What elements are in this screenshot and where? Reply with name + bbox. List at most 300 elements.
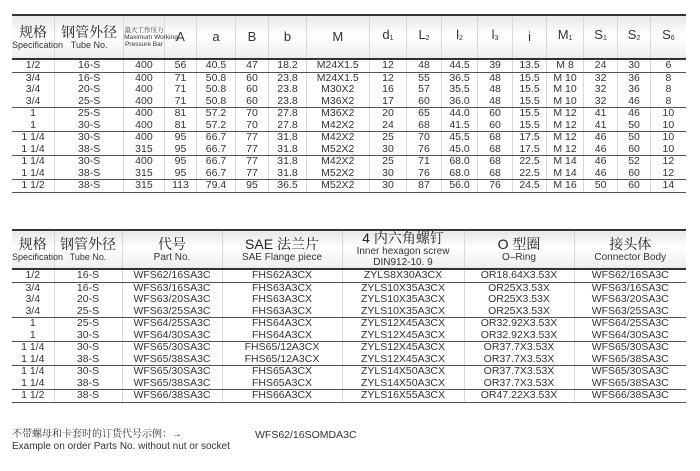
cell-oring: OR37.7X3.53X bbox=[464, 342, 574, 354]
cell-body: WFS65/30SA3C bbox=[574, 366, 686, 378]
cell-s1: 32 bbox=[583, 72, 618, 84]
cell-b: 23.8 bbox=[269, 84, 307, 96]
cell-screw: ZYLS12X45A3CX bbox=[342, 318, 464, 330]
cell-a: 56 bbox=[164, 59, 196, 72]
cell-flange: FHS63A3CX bbox=[222, 282, 342, 294]
cell-oring: OR37.7X3.53X bbox=[464, 378, 574, 390]
cell-s2: 50 bbox=[618, 120, 650, 132]
cell-s2: 30 bbox=[618, 59, 650, 72]
cell-tube: 25-S bbox=[55, 96, 124, 108]
cell-m: M42X2 bbox=[306, 120, 369, 132]
cell-d1: 24 bbox=[369, 120, 407, 132]
header-tube: 钢管外径 Tube No. bbox=[55, 15, 124, 59]
cell-a: 50.8 bbox=[197, 84, 236, 96]
cell-screw: ZYLS8X30A3CX bbox=[342, 269, 464, 282]
cell-m1: M 12 bbox=[547, 144, 584, 156]
cell-p: 400 bbox=[124, 132, 165, 144]
cell-tube: 16-S bbox=[55, 72, 124, 84]
header-a: a bbox=[197, 15, 236, 59]
order-example: WFS62/16SOMDA3C bbox=[255, 429, 357, 441]
cell-i: 17.5 bbox=[512, 132, 547, 144]
cell-flange: FHS62A3CX bbox=[222, 269, 342, 282]
cell-tube: 25-S bbox=[54, 306, 122, 318]
cell-l2: 68 bbox=[407, 120, 442, 132]
cell-i: 24.5 bbox=[512, 180, 547, 193]
header-S1: S1 bbox=[583, 15, 618, 59]
cell-l2: 76 bbox=[407, 144, 442, 156]
table-row bbox=[12, 294, 686, 306]
cell-l3: 68 bbox=[478, 144, 513, 156]
table-row bbox=[12, 59, 686, 72]
cell-s1: 41 bbox=[583, 120, 618, 132]
cell-l3: 68 bbox=[478, 168, 513, 180]
order-note-cn: 不带螺母和卡套时的订货代号示例：→ bbox=[12, 429, 182, 440]
cell-d1: 12 bbox=[369, 72, 407, 84]
cell-part: WFS63/20SA3C bbox=[122, 294, 222, 306]
cell-s6: 8 bbox=[650, 72, 686, 84]
cell-b: 70 bbox=[235, 120, 268, 132]
cell-m: M52X2 bbox=[306, 168, 369, 180]
table-header-row bbox=[12, 15, 686, 59]
cell-l2: 45.0 bbox=[441, 144, 478, 156]
cell-b: 77 bbox=[235, 144, 268, 156]
cell-a: 81 bbox=[164, 108, 196, 120]
cell-l3: 48 bbox=[478, 84, 513, 96]
cell-m1: M 8 bbox=[547, 59, 584, 72]
cell-d1: 25 bbox=[369, 156, 407, 168]
cell-s1: 32 bbox=[583, 96, 618, 108]
cell-l2: 65 bbox=[407, 108, 442, 120]
header-M1: M1 bbox=[547, 15, 584, 59]
cell-flange: FHS63A3CX bbox=[222, 306, 342, 318]
table-row bbox=[12, 132, 686, 144]
cell-i: 17.5 bbox=[512, 144, 547, 156]
cell-m1: M 10 bbox=[547, 84, 584, 96]
table-row bbox=[12, 120, 686, 132]
cell-a: 50.8 bbox=[197, 72, 236, 84]
cell-spec: 3/4 bbox=[12, 306, 54, 318]
cell-l3: 68 bbox=[478, 156, 513, 168]
cell-tube: 38-S bbox=[55, 180, 124, 193]
cell-spec: 1 1/4 bbox=[12, 366, 54, 378]
cell-a: 66.7 bbox=[197, 132, 236, 144]
cell-tube: 38-S bbox=[55, 144, 124, 156]
cell-spec: 1 1/2 bbox=[12, 390, 54, 403]
cell-m1: M 14 bbox=[547, 156, 584, 168]
cell-flange: FHS63A3CX bbox=[222, 294, 342, 306]
cell-l2: 48 bbox=[407, 59, 442, 72]
cell-l3: 48 bbox=[478, 96, 513, 108]
cell-l3: 76 bbox=[478, 180, 513, 193]
cell-m: M52X2 bbox=[306, 180, 369, 193]
cell-b: 36.5 bbox=[269, 180, 307, 193]
cell-tube: 25-S bbox=[55, 108, 124, 120]
cell-tube: 30-S bbox=[55, 120, 124, 132]
header-M: M bbox=[306, 15, 369, 59]
cell-s6: 8 bbox=[650, 84, 686, 96]
table-row bbox=[12, 306, 686, 318]
cell-a: 66.7 bbox=[197, 168, 236, 180]
cell-tube: 38-S bbox=[55, 168, 124, 180]
cell-s6: 10 bbox=[650, 108, 686, 120]
cell-s6: 10 bbox=[650, 120, 686, 132]
cell-m1: M 12 bbox=[547, 132, 584, 144]
cell-body: WFS62/16SA3C bbox=[574, 269, 686, 282]
table-row bbox=[12, 366, 686, 378]
cell-screw: ZYLS10X35A3CX bbox=[342, 306, 464, 318]
cell-a: 40.5 bbox=[197, 59, 236, 72]
cell-d1: 30 bbox=[369, 180, 407, 193]
table-row bbox=[12, 168, 686, 180]
cell-m1: M 16 bbox=[547, 180, 584, 193]
cell-body: WFS63/20SA3C bbox=[574, 294, 686, 306]
cell-s2: 60 bbox=[618, 180, 650, 193]
cell-l2: 35.5 bbox=[441, 84, 478, 96]
cell-m: M24X1.5 bbox=[306, 59, 369, 72]
cell-b: 95 bbox=[235, 180, 268, 193]
table-row bbox=[12, 144, 686, 156]
cell-s6: 12 bbox=[650, 156, 686, 168]
cell-spec: 1 bbox=[12, 330, 54, 342]
cell-i: 13.5 bbox=[512, 59, 547, 72]
header-spec: 规格 Specification bbox=[12, 23, 64, 50]
cell-l2: 44.5 bbox=[441, 59, 478, 72]
cell-s2: 36 bbox=[618, 84, 650, 96]
header-l3: l3 bbox=[478, 15, 513, 59]
cell-b: 27.8 bbox=[269, 120, 307, 132]
cell-a: 95 bbox=[164, 132, 196, 144]
cell-tube: 30-S bbox=[55, 132, 124, 144]
cell-s2: 52 bbox=[618, 156, 650, 168]
cell-p: 400 bbox=[124, 120, 165, 132]
cell-m: M36X2 bbox=[306, 108, 369, 120]
cell-m: M30X2 bbox=[306, 84, 369, 96]
cell-i: 15.5 bbox=[512, 96, 547, 108]
cell-spec: 1 bbox=[12, 108, 55, 120]
cell-s1: 46 bbox=[583, 156, 618, 168]
header-l2: l2 bbox=[441, 15, 478, 59]
cell-tube: 30-S bbox=[54, 366, 122, 378]
cell-spec: 1 1/4 bbox=[12, 354, 54, 366]
cell-b: 31.8 bbox=[269, 144, 307, 156]
cell-l2: 56.0 bbox=[441, 180, 478, 193]
cell-spec: 3/4 bbox=[12, 72, 55, 84]
cell-m1: M 12 bbox=[547, 108, 584, 120]
cell-m1: M 12 bbox=[547, 120, 584, 132]
table-row bbox=[12, 96, 686, 108]
cell-d1: 25 bbox=[369, 132, 407, 144]
cell-spec: 1 1/4 bbox=[12, 378, 54, 390]
cell-tube: 38-S bbox=[54, 378, 122, 390]
cell-l2: 87 bbox=[407, 180, 442, 193]
header-b: b bbox=[269, 15, 307, 59]
cell-s6: 10 bbox=[650, 144, 686, 156]
cell-d1: 16 bbox=[369, 84, 407, 96]
cell-i: 22.5 bbox=[512, 156, 547, 168]
cell-a: 95 bbox=[164, 168, 196, 180]
cell-part: WFS65/38SA3C bbox=[122, 378, 222, 390]
cell-p: 400 bbox=[124, 59, 165, 72]
cell-l3: 60 bbox=[478, 120, 513, 132]
cell-l3: 60 bbox=[478, 108, 513, 120]
cell-tube: 20-S bbox=[55, 84, 124, 96]
cell-tube: 16-S bbox=[55, 59, 124, 72]
cell-a: 113 bbox=[164, 180, 196, 193]
cell-m1: M 10 bbox=[547, 96, 584, 108]
cell-part: WFS62/16SA3C bbox=[122, 269, 222, 282]
cell-flange: FHS65A3CX bbox=[222, 366, 342, 378]
header-screw: 4 内六角螺钉 Inner hexagon screw DIN912-10. 9 bbox=[342, 230, 464, 269]
cell-m1: M 10 bbox=[547, 72, 584, 84]
cell-p: 400 bbox=[124, 96, 165, 108]
cell-a: 50.8 bbox=[197, 96, 236, 108]
cell-spec: 3/4 bbox=[12, 96, 55, 108]
cell-screw: ZYLS14X50A3CX bbox=[342, 366, 464, 378]
cell-s2: 60 bbox=[618, 144, 650, 156]
cell-l3: 39 bbox=[478, 59, 513, 72]
cell-oring: OR37.7X3.53X bbox=[464, 354, 574, 366]
cell-m: M24X1.5 bbox=[306, 72, 369, 84]
cell-oring: OR47.22X3.53X bbox=[464, 390, 574, 403]
cell-s2: 46 bbox=[618, 96, 650, 108]
cell-body: WFS65/30SA3C bbox=[574, 342, 686, 354]
cell-l2: 45.5 bbox=[441, 132, 478, 144]
cell-l2: 41.5 bbox=[441, 120, 478, 132]
cell-spec: 1 1/2 bbox=[12, 180, 55, 193]
cell-b: 23.8 bbox=[269, 96, 307, 108]
cell-part: WFS63/16SA3C bbox=[122, 282, 222, 294]
cell-l2: 76 bbox=[407, 168, 442, 180]
cell-b: 23.8 bbox=[269, 72, 307, 84]
cell-part: WFS66/38SA3C bbox=[122, 390, 222, 403]
cell-body: WFS64/25SA3C bbox=[574, 318, 686, 330]
cell-l2: 57 bbox=[407, 84, 442, 96]
cell-s6: 8 bbox=[650, 96, 686, 108]
cell-spec: 1/2 bbox=[12, 269, 54, 282]
cell-b: 77 bbox=[235, 168, 268, 180]
cell-flange: FHS64A3CX bbox=[222, 330, 342, 342]
cell-part: WFS64/25SA3C bbox=[122, 318, 222, 330]
cell-part: WFS65/30SA3C bbox=[122, 342, 222, 354]
cell-spec: 1/2 bbox=[12, 59, 55, 72]
cell-oring: OR32.92X3.53X bbox=[464, 318, 574, 330]
cell-s6: 6 bbox=[650, 59, 686, 72]
cell-s6: 10 bbox=[650, 132, 686, 144]
cell-oring: OR25X3.53X bbox=[464, 306, 574, 318]
header-part-no: 代号 Part No. bbox=[122, 230, 222, 269]
cell-i: 15.5 bbox=[512, 108, 547, 120]
cell-b: 31.8 bbox=[269, 156, 307, 168]
cell-spec: 3/4 bbox=[25, 293, 41, 305]
cell-m: M36X2 bbox=[306, 96, 369, 108]
cell-d1: 17 bbox=[369, 96, 407, 108]
cell-l2: 36.0 bbox=[441, 96, 478, 108]
cell-tube: 30-S bbox=[55, 156, 124, 168]
table-header-row bbox=[12, 230, 686, 269]
cell-body: WFS66/38SA3C bbox=[574, 390, 686, 403]
header-B: B bbox=[235, 15, 268, 59]
header-S2: S2 bbox=[618, 15, 650, 59]
cell-m: M42X2 bbox=[306, 132, 369, 144]
cell-spec: 1 1/4 bbox=[12, 144, 55, 156]
cell-tube: 38-S bbox=[54, 390, 122, 403]
cell-part: WFS64/30SA3C bbox=[122, 330, 222, 342]
cell-screw: ZYLS12X45A3CX bbox=[342, 330, 464, 342]
cell-body: WFS63/16SA3C bbox=[574, 282, 686, 294]
table-row bbox=[12, 156, 686, 168]
cell-d1: 20 bbox=[369, 108, 407, 120]
cell-a: 95 bbox=[164, 144, 196, 156]
cell-body: WFS63/25SA3C bbox=[574, 306, 686, 318]
cell-a: 71 bbox=[164, 84, 196, 96]
header-tube: 钢管外径 Tube No. bbox=[54, 230, 122, 269]
cell-body: WFS64/30SA3C bbox=[574, 330, 686, 342]
cell-spec: 1 1/4 bbox=[12, 342, 54, 354]
cell-screw: ZYLS12X45A3CX bbox=[342, 354, 464, 366]
cell-spec: 1 1/4 bbox=[12, 168, 55, 180]
table-row bbox=[12, 84, 686, 96]
dimensions-table-body bbox=[12, 59, 686, 192]
header-spec: 规格 Specification bbox=[12, 236, 64, 262]
cell-a: 81 bbox=[164, 120, 196, 132]
cell-b: 18.2 bbox=[269, 59, 307, 72]
cell-p: 400 bbox=[124, 156, 165, 168]
cell-l2: 55 bbox=[407, 72, 442, 84]
cell-a: 71 bbox=[164, 72, 196, 84]
cell-l2: 68.0 bbox=[441, 156, 478, 168]
table-row bbox=[12, 330, 686, 342]
cell-p: 400 bbox=[124, 72, 165, 84]
cell-tube: 16-S bbox=[54, 282, 122, 294]
cell-p: 400 bbox=[124, 84, 165, 96]
cell-a: 66.7 bbox=[197, 156, 236, 168]
cell-spec: 1 1/4 bbox=[12, 132, 55, 144]
cell-b: 31.8 bbox=[269, 168, 307, 180]
cell-tube: 16-S bbox=[54, 269, 122, 282]
cell-s1: 50 bbox=[583, 180, 618, 193]
cell-l3: 48 bbox=[478, 72, 513, 84]
cell-s6: 14 bbox=[650, 180, 686, 193]
header-L2: L2 bbox=[407, 15, 442, 59]
cell-body: WFS65/38SA3C bbox=[574, 354, 686, 366]
cell-b: 60 bbox=[235, 84, 268, 96]
cell-flange: FHS64A3CX bbox=[222, 318, 342, 330]
cell-s6: 12 bbox=[650, 168, 686, 180]
cell-l2: 60 bbox=[407, 96, 442, 108]
cell-screw: ZYLS16X55A3CX bbox=[342, 390, 464, 403]
cell-a: 66.7 bbox=[197, 144, 236, 156]
cell-flange: FHS65A3CX bbox=[222, 378, 342, 390]
cell-a: 57.2 bbox=[197, 120, 236, 132]
cell-screw: ZYLS10X35A3CX bbox=[342, 282, 464, 294]
cell-spec: 1 bbox=[12, 120, 55, 132]
table-row bbox=[12, 180, 686, 193]
cell-s2: 50 bbox=[618, 132, 650, 144]
cell-l3: 68 bbox=[478, 132, 513, 144]
cell-flange: FHS66A3CX bbox=[222, 390, 342, 403]
header-flange: SAE 法兰片 SAE Flange piece bbox=[222, 230, 342, 269]
cell-b: 60 bbox=[235, 96, 268, 108]
table-row bbox=[12, 354, 686, 366]
parts-table-body bbox=[12, 269, 686, 402]
cell-body: WFS65/38SA3C bbox=[574, 378, 686, 390]
table-row bbox=[12, 318, 686, 330]
cell-a: 95 bbox=[164, 156, 196, 168]
header-oring: O 型圈 O–Ring bbox=[464, 230, 574, 269]
cell-s1: 41 bbox=[583, 108, 618, 120]
cell-p: 400 bbox=[124, 108, 165, 120]
cell-part: WFS65/30SA3C bbox=[122, 366, 222, 378]
cell-d1: 30 bbox=[369, 168, 407, 180]
cell-oring: OR32.92X3.53X bbox=[464, 330, 574, 342]
cell-l2: 36.5 bbox=[441, 72, 478, 84]
cell-tube: 20-S bbox=[54, 294, 122, 306]
cell-s1: 46 bbox=[583, 168, 618, 180]
header-i: i bbox=[512, 15, 547, 59]
cell-spec: 3/4 bbox=[25, 83, 41, 95]
header-pressure: 最大工作压力 Maximum Working Pressure Bar bbox=[124, 15, 165, 59]
cell-d1: 30 bbox=[369, 144, 407, 156]
cell-tube: 30-S bbox=[54, 342, 122, 354]
dimensions-table bbox=[12, 14, 686, 193]
cell-b: 77 bbox=[235, 156, 268, 168]
table-row bbox=[12, 269, 686, 282]
header-body: 接头体 Connector Body bbox=[574, 230, 686, 269]
order-note-en: Example on order Parts No. without nut or socket bbox=[12, 441, 230, 452]
table-row bbox=[12, 108, 686, 120]
cell-s1: 32 bbox=[583, 84, 618, 96]
table-row bbox=[12, 282, 686, 294]
cell-i: 15.5 bbox=[512, 120, 547, 132]
header-S6: S6 bbox=[650, 15, 686, 59]
order-note bbox=[12, 429, 230, 453]
cell-i: 15.5 bbox=[512, 84, 547, 96]
table-row bbox=[12, 390, 686, 403]
cell-b: 77 bbox=[235, 132, 268, 144]
cell-l2: 68.0 bbox=[441, 168, 478, 180]
cell-m1: M 14 bbox=[547, 168, 584, 180]
table-row bbox=[12, 342, 686, 354]
cell-oring: OR25X3.53X bbox=[464, 294, 574, 306]
cell-tube: 25-S bbox=[54, 318, 122, 330]
cell-s1: 46 bbox=[583, 132, 618, 144]
cell-screw: ZYLS10X35A3CX bbox=[342, 294, 464, 306]
cell-i: 22.5 bbox=[512, 168, 547, 180]
cell-flange: FHS65/12A3CX bbox=[222, 342, 342, 354]
cell-p: 315 bbox=[124, 180, 165, 193]
cell-oring: OR37.7X3.53X bbox=[464, 366, 574, 378]
cell-flange: FHS65/12A3CX bbox=[222, 354, 342, 366]
cell-s1: 46 bbox=[583, 144, 618, 156]
cell-spec: 1 1/4 bbox=[12, 156, 55, 168]
cell-i: 15.5 bbox=[512, 72, 547, 84]
cell-s2: 60 bbox=[618, 168, 650, 180]
cell-s2: 36 bbox=[618, 72, 650, 84]
cell-part: WFS63/25SA3C bbox=[122, 306, 222, 318]
cell-a: 79.4 bbox=[197, 180, 236, 193]
cell-spec: 3/4 bbox=[12, 282, 54, 294]
cell-m: M42X2 bbox=[306, 156, 369, 168]
header-A: A bbox=[164, 15, 196, 59]
cell-p: 315 bbox=[124, 168, 165, 180]
cell-b: 31.8 bbox=[269, 132, 307, 144]
cell-b: 70 bbox=[235, 108, 268, 120]
cell-m: M52X2 bbox=[306, 144, 369, 156]
cell-s1: 24 bbox=[583, 59, 618, 72]
cell-part: WFS65/38SA3C bbox=[122, 354, 222, 366]
cell-screw: ZYLS12X45A3CX bbox=[342, 342, 464, 354]
parts-table bbox=[12, 229, 686, 403]
